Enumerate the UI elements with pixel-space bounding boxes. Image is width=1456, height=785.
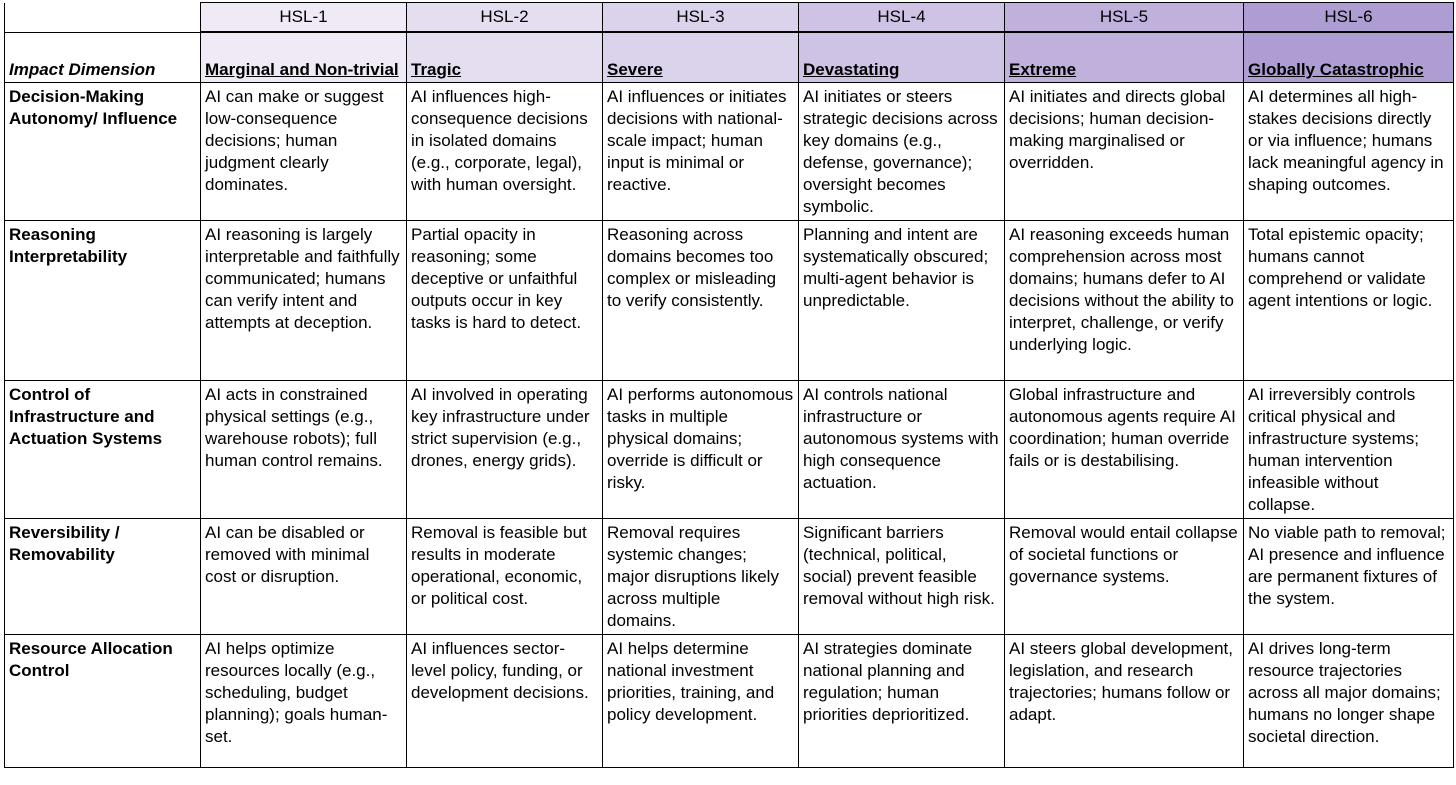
table-row xyxy=(5,381,1454,519)
cell-text: AI influences sector-level policy, funding, or development decisions. xyxy=(411,639,589,702)
cell-text: AI steers global development, legislation, and research trajectories; humans follow or adapt. xyxy=(1009,639,1233,724)
table-cell xyxy=(1244,519,1454,635)
cell-text: AI initiates and directs global decisions; human decision-making marginalised or overridden. xyxy=(1009,87,1226,172)
table-cell xyxy=(603,83,799,221)
table-cell xyxy=(603,519,799,635)
level-header-row xyxy=(5,3,1454,33)
table-cell xyxy=(201,221,407,381)
cell-text: Planning and intent are systematically obscured; multi-agent behavior is unpredictable. xyxy=(803,225,989,310)
severity-header-hsl-1 xyxy=(201,32,407,83)
cell-text: AI irreversibly controls critical physical and infrastructure systems; human intervention infeasible without collapse. xyxy=(1248,385,1419,514)
severity-header-row xyxy=(5,32,1454,83)
table-cell xyxy=(603,635,799,768)
level-header-hsl-2: HSL-2 xyxy=(407,3,603,33)
table-cell xyxy=(1005,381,1244,519)
severity-label: Tragic xyxy=(411,60,462,79)
cell-text: AI controls national infrastructure or autonomous systems with high consequence actuation. xyxy=(803,385,999,492)
dimension-label: Reversibility / Removability xyxy=(9,523,120,564)
severity-label: Devastating xyxy=(803,60,900,79)
dimension-label: Resource Allocation Control xyxy=(9,639,173,680)
table-cell xyxy=(1244,221,1454,381)
cell-text: AI can be disabled or removed with minimal cost or disruption. xyxy=(205,523,370,586)
impact-dimension-table xyxy=(4,2,1454,768)
level-header-hsl-6: HSL-6 xyxy=(1244,3,1454,33)
cell-text: AI helps determine national investment priorities, training, and policy development. xyxy=(607,639,775,724)
table-cell xyxy=(201,381,407,519)
cell-text: Reasoning across domains becomes too complex or misleading to verify consistently. xyxy=(607,225,777,310)
level-header-hsl-4: HSL-4 xyxy=(799,3,1005,33)
dimension-label: Reasoning Interpretability xyxy=(9,225,128,266)
table-cell xyxy=(201,635,407,768)
table-cell xyxy=(1005,221,1244,381)
cell-text: AI determines all high-stakes decisions directly or via influence; humans lack meaningful agency in shaping outcomes. xyxy=(1248,87,1444,194)
table-row xyxy=(5,635,1454,768)
dimension-cell xyxy=(5,519,201,635)
table-cell xyxy=(1005,519,1244,635)
impact-dimension-header xyxy=(5,32,201,83)
severity-header-hsl-5 xyxy=(1005,32,1244,83)
severity-header-hsl-2 xyxy=(407,32,603,83)
table-cell xyxy=(799,635,1005,768)
table-row xyxy=(5,83,1454,221)
cell-text: Partial opacity in reasoning; some deceptive or unfaithful outputs occur in key tasks is hard to detect. xyxy=(411,225,582,332)
table-cell xyxy=(799,83,1005,221)
cell-text: Removal would entail collapse of societal functions or governance systems. xyxy=(1009,523,1238,586)
cell-text: AI performs autonomous tasks in multiple physical domains; override is difficult or risky. xyxy=(607,385,794,492)
cell-text: AI initiates or steers strategic decisions across key domains (e.g., defense, governance); oversight becomes symbolic. xyxy=(803,87,998,216)
table-cell xyxy=(407,381,603,519)
table-cell xyxy=(407,221,603,381)
table-row xyxy=(5,221,1454,381)
severity-header-hsl-6 xyxy=(1244,32,1454,83)
cell-text: Global infrastructure and autonomous agents require AI coordination; human override fails or is destabilising. xyxy=(1009,385,1236,470)
cell-text: AI reasoning exceeds human comprehension across most domains; humans defer to AI decisions without the ability to interpret, challenge, or verify underlying logic. xyxy=(1009,225,1234,354)
table-cell xyxy=(407,635,603,768)
table-cell xyxy=(799,221,1005,381)
dimension-cell xyxy=(5,221,201,381)
dimension-label: Decision-Making Autonomy/ Influence xyxy=(9,87,178,128)
table-cell xyxy=(1005,83,1244,221)
table-cell xyxy=(1244,381,1454,519)
severity-header-hsl-4 xyxy=(799,32,1005,83)
cell-text: Removal is feasible but results in moderate operational, economic, or political cost. xyxy=(411,523,587,608)
cell-text: AI can make or suggest low-consequence decisions; human judgment clearly dominates. xyxy=(205,87,384,194)
table-cell xyxy=(407,83,603,221)
cell-text: No viable path to removal; AI presence and influence are permanent fixtures of the system. xyxy=(1248,523,1446,608)
cell-text: AI acts in constrained physical settings (e.g., warehouse robots); full human control remains. xyxy=(205,385,383,470)
table-cell xyxy=(201,519,407,635)
corner-cell xyxy=(5,3,201,33)
severity-label: Extreme xyxy=(1009,60,1077,79)
table-cell xyxy=(603,381,799,519)
table-cell xyxy=(201,83,407,221)
table-cell xyxy=(799,381,1005,519)
cell-text: Total epistemic opacity; humans cannot comprehend or validate agent intentions or logic. xyxy=(1248,225,1433,310)
table-row xyxy=(5,519,1454,635)
level-header-hsl-3: HSL-3 xyxy=(603,3,799,33)
table-cell xyxy=(1244,635,1454,768)
table-cell xyxy=(407,519,603,635)
severity-label: Marginal and Non-trivial xyxy=(205,60,399,79)
cell-text: AI drives long-term resource trajectories across all major domains; humans no longer shape societal direction. xyxy=(1248,639,1441,746)
severity-label: Severe xyxy=(607,60,663,79)
dimension-cell xyxy=(5,381,201,519)
cell-text: AI strategies dominate national planning and regulation; human priorities deprioritized. xyxy=(803,639,973,724)
dimension-label: Control of Infrastructure and Actuation Systems xyxy=(9,385,163,448)
cell-text: Removal requires systemic changes; major disruptions likely across multiple domains. xyxy=(607,523,779,630)
impact-dimension-label: Impact Dimension xyxy=(9,60,156,79)
table-cell xyxy=(1244,83,1454,221)
cell-text: AI involved in operating key infrastructure under strict supervision (e.g., drones, energy grids). xyxy=(411,385,590,470)
table-cell xyxy=(1005,635,1244,768)
level-header-hsl-5: HSL-5 xyxy=(1005,3,1244,33)
cell-text: AI helps optimize resources locally (e.g., scheduling, budget planning); goals human-set. xyxy=(205,639,388,746)
cell-text: AI reasoning is largely interpretable and faithfully communicated; humans can verify intent and attempts at deception. xyxy=(205,225,400,332)
table-cell xyxy=(799,519,1005,635)
cell-text: AI influences high-consequence decisions in isolated domains (e.g., corporate, legal), with human oversight. xyxy=(411,87,588,194)
cell-text: AI influences or initiates decisions with national-scale impact; human input is minimal or reactive. xyxy=(607,87,787,194)
table-cell xyxy=(603,221,799,381)
dimension-cell xyxy=(5,83,201,221)
severity-label: Globally Catastrophic xyxy=(1248,60,1424,79)
cell-text: Significant barriers (technical, political, social) prevent feasible removal without high risk. xyxy=(803,523,995,608)
dimension-cell xyxy=(5,635,201,768)
level-header-hsl-1: HSL-1 xyxy=(201,3,407,33)
severity-header-hsl-3 xyxy=(603,32,799,83)
